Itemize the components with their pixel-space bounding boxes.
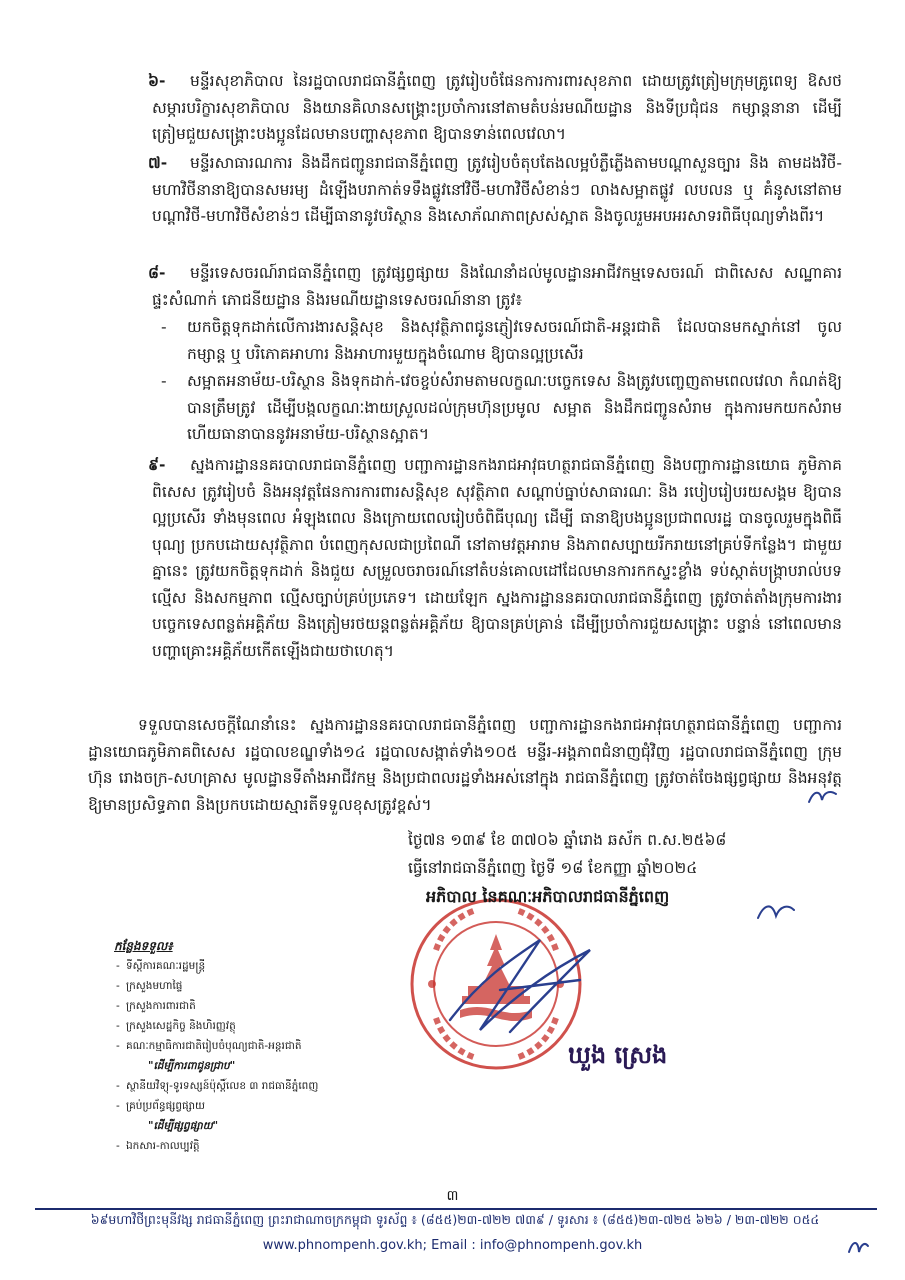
- sub-item-text: សម្អាតអនាម័យ-បរិស្ថាន និងទុកដាក់-វេចខ្ចប់សំរាមតាមលក្ខណៈបច្ចេកទេស និងត្រូវបញ្ចេញតាមពេលវេលា កំណត់ឱ្យបានត្រឹមត្រូវ ដើម្បីបង្កលក្ខណៈងាយស្រួលដល់ក្រុមហ៊ុនប្រមូល សម្អាត និងដឹកជញ្ជូនសំរាម ក្នុងការមកយកសំរាម ហើយធានាបាននូវអនាម័យ-បរិស្ថានស្អាត។: [187, 372, 842, 443]
- recipient-item: - ឯកសារ-កាលប្បវត្តិ: [116, 1140, 200, 1152]
- signatory-name: ឃួង ស្រេង: [568, 1041, 668, 1069]
- handwritten-signature: [440, 920, 610, 1040]
- directive-item-8: [148, 260, 842, 313]
- recipient-item: - គណៈកម្មាធិការជាតិរៀបចំបុណ្យជាតិ-អន្តរជាតិ: [116, 1040, 302, 1052]
- closing-paragraph: ទទួលបានសេចក្តីណែនាំនេះ ស្នងការដ្ឋាននគរបាលរាជធានីភ្នំពេញ បញ្ជាការដ្ឋានកងរាជអាវុធហត្ថរាជធានីភ្នំពេញ បញ្ជាការដ្ឋានយោធភូមិភាគពិសេស រដ្ឋបាលខណ្ឌទាំង១៤ រដ្ឋបាលសង្កាត់ទាំង១០៥ មន្ទីរ-អង្គភាពជំនាញជុំវិញ រដ្ឋបាលរាជធានីភ្នំពេញ ក្រុមហ៊ុន រោងចក្រ-សហគ្រាស មូលដ្ឋានទីតាំងអាជីវកម្ម និងប្រជាពលរដ្ឋទាំងអស់នៅក្នុង រាជធានីភ្នំពេញ ត្រូវចាត់ចែងផ្សព្វផ្សាយ និងអនុវត្តឱ្យមានប្រសិទ្ធភាព និងប្រកបដោយស្មារតីទទួលខុសត្រូវខ្ពស់។: [88, 716, 842, 814]
- signatory-title: អភិបាល នៃគណៈអភិបាលរាជធានីភ្នំពេញ: [426, 887, 670, 906]
- footer-divider: [35, 1208, 877, 1210]
- initials-mark: [754, 898, 798, 926]
- recipient-item: - ក្រសួងសេដ្ឋកិច្ច និងហិរញ្ញវត្ថុ: [116, 1020, 236, 1032]
- initials-mark: [806, 786, 840, 808]
- recipients-list: [114, 936, 374, 1156]
- item-text: មន្ទីរទេសចរណ៍រាជធានីភ្នំពេញ ត្រូវផ្សព្វផ្សាយ និងណែនាំដល់មូលដ្ឋានអាជីវកម្មទេសចរណ៍ ជាពិសេស សណ្ឋាគារ ផ្ទះសំណាក់ ភោជនីយដ្ឋាន និងរមណីយដ្ឋានទេសចរណ៍នានា ត្រូវ៖: [152, 264, 842, 309]
- recipient-item: - ក្រសួងការពារជាតិ: [116, 1000, 196, 1012]
- recipient-item: - ស្ថានីយវិទ្យុ-ទូរទស្សន៍ប៉ុស្តិ៍លេខ ៣ រាជធានីភ្នំពេញ: [116, 1080, 319, 1092]
- recipients-items: [114, 956, 374, 1156]
- item-number: ៨-: [148, 264, 166, 282]
- item-text: មន្ទីរសាធារណការ និងដឹកជញ្ជូនរាជធានីភ្នំពេញ ត្រូវរៀបចំតុបតែងលម្អបំភ្លឺភ្លើងតាមបណ្តាសួនច្បារ និង តាមដងវិថី-មហាវិថីនានាឱ្យបានសមរម្យ ដំឡើងបរាកាត់ទទឹងផ្លូវនៅវិថី-មហាវិថីសំខាន់ៗ លាងសម្អាតផ្លូវ លបលន ឬ គំនូសនៅតាមបណ្តាវិថី-មហាវិថីសំខាន់ៗ ដើម្បីធានានូវបរិស្ថាន និងសោភ័ណភាពស្រស់ស្អាត និងចូលរួមអបអរសាទរពិធីបុណ្យទាំងពីរ។: [152, 154, 842, 225]
- recipients-header: កន្លែងទទួល៖: [114, 939, 173, 953]
- sub-item: [161, 314, 842, 367]
- item-number: ៧-: [148, 154, 168, 172]
- directive-item-9: [148, 452, 842, 664]
- solar-date: ធ្វើនៅរាជធានីភ្នំពេញ ថ្ងៃទី ១៨ ខែកញ្ញា ឆ្នាំ២០២៤: [408, 859, 698, 877]
- footer-address: ៦៩មហាវិថីព្រះមុនីវង្ស រាជធានីភ្នំពេញ ព្រះរាជាណាចក្រកម្ពុជា ទូរស័ព្ទ ៖ (៨៥៥)២៣-៧២២ ៧៣៩ / ទូរសារ ៖ (៨៥៥)២៣-៧២៥ ៦២៦ / ២៣-៧២២ ០៥៤: [90, 1212, 820, 1227]
- sub-item-text: យកចិត្តទុកដាក់លើការងារសន្តិសុខ និងសុវត្ថិភាពជូនភ្ញៀវទេសចរណ៍ជាតិ-អន្តរជាតិ ដែលបានមកស្នាក់នៅ ចូលកម្សាន្ត ឬ បរិភោគអាហារ និងអាហារមួយក្នុងចំណោម ឱ្យបានល្អប្រសើរ: [187, 318, 842, 363]
- footer-web-email: www.phnompenh.gov.kh; Email : info@phnompenh.gov.kh: [262, 1238, 643, 1253]
- directive-item-6: [148, 68, 842, 148]
- item-text: មន្ទីរសុខាភិបាល នៃរដ្ឋបាលរាជធានីភ្នំពេញ ត្រូវរៀបចំផែនការការពារសុខភាព ដោយត្រូវត្រៀមក្រុមគ្រូពេទ្យ ឱសថ សម្ភារបរិក្ខារសុខាភិបាល និងយានគិលានសង្គ្រោះប្រចាំការនៅតាមតំបន់រមណីយដ្ឋាន និងទីប្រជុំជន កម្សាន្តនានា ដើម្បីត្រៀមជួយសង្គ្រោះបងប្អូនដែលមានបញ្ហាសុខភាព ឱ្យបានទាន់ពេលវេលា។: [152, 72, 842, 143]
- item-number: ៦-: [148, 72, 166, 90]
- item-number: ៩-: [148, 456, 166, 474]
- recipient-item: - គ្រប់ប្រព័ន្ធផ្សព្វផ្សាយ: [116, 1100, 206, 1112]
- recipient-item: - ទីស្តីការគណៈរដ្ឋមន្ត្រី: [116, 960, 206, 972]
- dash-bullet: -: [161, 372, 167, 390]
- page-number: ៣: [446, 1188, 459, 1204]
- sub-item: [161, 368, 842, 448]
- recipient-group-label: "ដើម្បីផ្សព្វផ្សាយ": [148, 1120, 219, 1132]
- lunar-date: ថ្ងៃ៧ន ១៣៩ ខែ ៣៧០៦ ឆ្នាំរោង ឆស័ក ព.ស.២៥៦៨: [408, 831, 727, 849]
- dash-bullet: -: [161, 318, 167, 336]
- recipient-item: - ក្រសួងមហាផ្ទៃ: [116, 980, 183, 992]
- directive-item-7: [148, 150, 842, 230]
- item-text: ស្នងការដ្ឋាននគរបាលរាជធានីភ្នំពេញ បញ្ជាការដ្ឋានកងរាជអាវុធហត្ថរាជធានីភ្នំពេញ និងបញ្ជាការដ្ឋានយោធ ភូមិភាគពិសេស ត្រូវរៀបចំ និងអនុវត្តផែនការការពារសន្តិសុខ សុវត្ថិភាព សណ្តាប់ធ្នាប់សាធារណៈ និង របៀបរៀបរយសង្គម ឱ្យបានល្អប្រសើរ ទាំងមុនពេល អំឡុងពេល និងក្រោយពេលរៀបចំពិធីបុណ្យ ដើម្បី ធានាឱ្យបងប្អូនប្រជាពលរដ្ឋ បានចូលរួមក្នុងពិធីបុណ្យ ប្រកបដោយសុវត្ថិភាព បំពេញកុសលជាប្រពៃណី នៅតាមវត្តអារាម និងភាពសប្បាយរីករាយនៅគ្រប់ទីកន្លែង។ ជាមួយគ្នានេះ ត្រូវយកចិត្តទុកដាក់ និងជួយ សម្រួលចរាចរណ៍នៅតំបន់គោលដៅដែលមានការកកស្ទះខ្លាំង ទប់ស្កាត់បង្ក្រាបរាល់បទល្មើស និងសកម្មភាព ល្មើសច្បាប់គ្រប់ប្រភេទ។ ដោយឡែក ស្នងការដ្ឋាននគរបាលរាជធានីភ្នំពេញ ត្រូវចាត់តាំងក្រុមការងារ បច្ចេកទេសពន្លត់អគ្គិភ័យ និងត្រៀមរថយន្តពន្លត់អគ្គិភ័យ ឱ្យបានគ្រប់គ្រាន់ ដើម្បីប្រចាំការជួយសង្គ្រោះ បន្ទាន់ នៅពេលមានបញ្ហាគ្រោះអគ្គិភ័យកើតឡើងជាយថាហេតុ។: [152, 456, 842, 660]
- recipient-group-label: "ដើម្បីការពាជូនជ្រាប": [148, 1060, 236, 1072]
